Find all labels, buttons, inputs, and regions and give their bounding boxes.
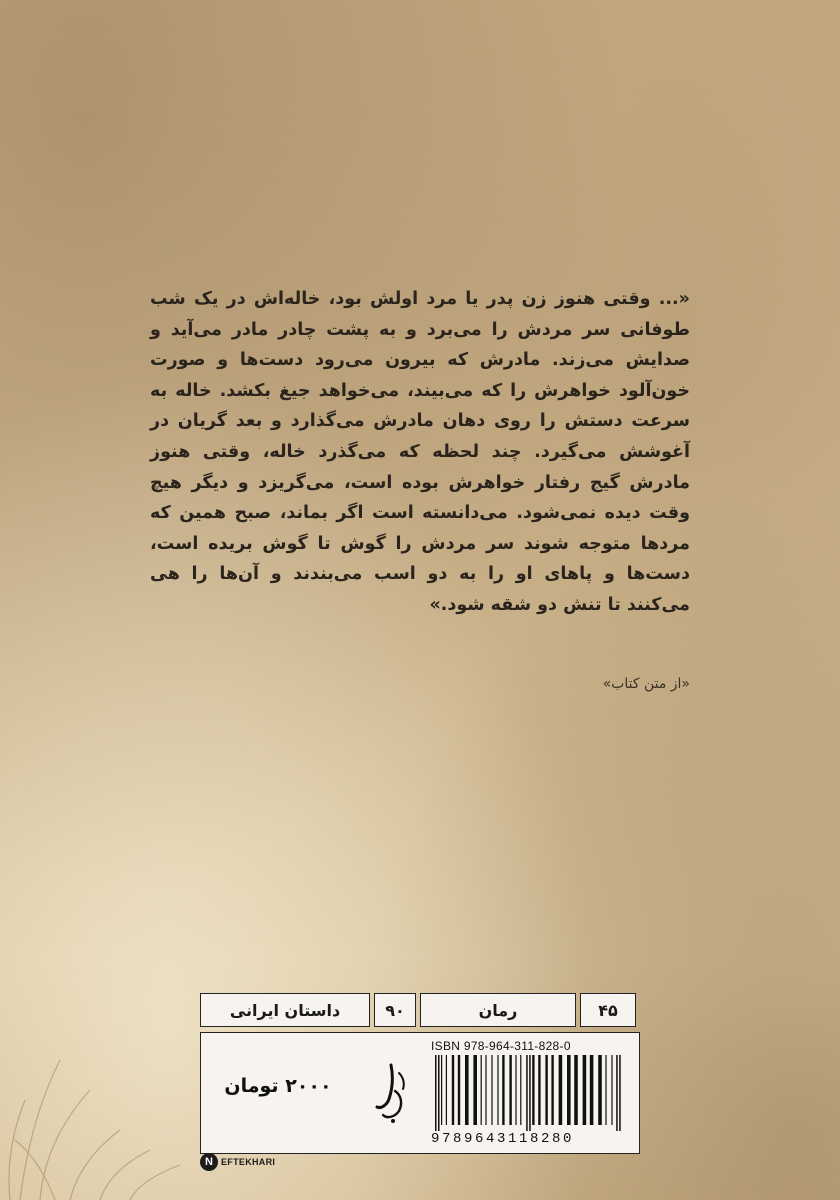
back-cover-excerpt: «... وقتی هنوز زن پدر یا مرد اولش بود، خاله‌اش در یک شب طوفانی سر مردش را می‌برد و به پشت چادر مادر می‌آید و صدایش می‌زند. مادرش که بیرون می‌رود دست‌ها و صورت خون‌آلود خواهرش را که می‌بیند، می‌خواهد جیغ بکشد. خاله به سرعت دستش را روی دهان مادرش می‌گذارد و بعد گریان در آغوشش می‌گیرد. چند لحظه که می‌گذرد خاله، وقتی هنوز مادرش گیج رفتار خواهرش بوده است، می‌گریزد و دیگر هیچ وقت دیده نمی‌شود. می‌دانسته است اگر بماند، صبح همین که مردها متوجه شوند سر مردش را گوش تا گوش بریده است، دست‌ها و پاهای او را به دو اسب می‌بندند و آن‌ها را هی می‌کنند تا تنش دو شقه شود.» — [150, 289, 690, 615]
barcode-bar — [545, 1055, 547, 1125]
barcode-bar — [441, 1055, 442, 1125]
isbn-number: ISBN 978-964-311-828-0 — [431, 1039, 571, 1053]
barcode-bar — [502, 1055, 504, 1125]
barcode-bar — [583, 1055, 587, 1125]
barcode-bar — [616, 1055, 618, 1131]
barcode — [433, 1055, 629, 1131]
barcode-bar — [515, 1055, 516, 1125]
publisher-name: EFTEKHARI — [221, 1157, 276, 1167]
barcode-bar — [619, 1055, 621, 1131]
barcode-bar — [598, 1055, 602, 1125]
barcode-bar — [491, 1055, 492, 1125]
barcode-box — [200, 1032, 640, 1154]
barcode-bar — [538, 1055, 540, 1125]
barcode-bar — [611, 1055, 612, 1125]
book-type-number: ۴۵ — [580, 993, 636, 1027]
barcode-bar — [465, 1055, 469, 1125]
barcode-bar — [574, 1055, 578, 1125]
barcode-bar — [529, 1055, 531, 1131]
book-info-bar — [200, 993, 640, 1027]
barcode-bar — [590, 1055, 594, 1125]
barcode-bar — [485, 1055, 486, 1125]
barcode-bar — [481, 1055, 482, 1125]
price: ۲۰۰۰ تومان — [224, 1075, 332, 1097]
barcode-bar — [435, 1055, 437, 1131]
excerpt-source: «از متن کتاب» — [602, 676, 690, 692]
barcode-digits: 9789643118280 — [431, 1131, 575, 1147]
barcode-bar — [567, 1055, 571, 1125]
barcode-bar — [446, 1055, 447, 1125]
barcode-bar — [605, 1055, 606, 1125]
barcode-bar — [509, 1055, 511, 1125]
barcode-bar — [473, 1055, 477, 1125]
barcode-bar — [438, 1055, 440, 1131]
series-genre: داستان ایرانی — [200, 993, 370, 1027]
publisher-mark-icon: N — [200, 1153, 218, 1171]
series-genre-number: ۹۰ — [374, 993, 416, 1027]
barcode-bar — [559, 1055, 563, 1125]
barcode-bar — [520, 1055, 521, 1125]
barcode-bar — [497, 1055, 498, 1125]
publisher-footer-logo — [200, 1150, 275, 1174]
barcode-bar — [532, 1055, 534, 1125]
publisher-calligraphy-logo-icon — [369, 1061, 413, 1127]
barcode-bar — [551, 1055, 553, 1125]
book-type: رمان — [420, 993, 576, 1027]
barcode-bar — [452, 1055, 454, 1125]
barcode-bar — [526, 1055, 528, 1131]
barcode-bar — [458, 1055, 460, 1125]
